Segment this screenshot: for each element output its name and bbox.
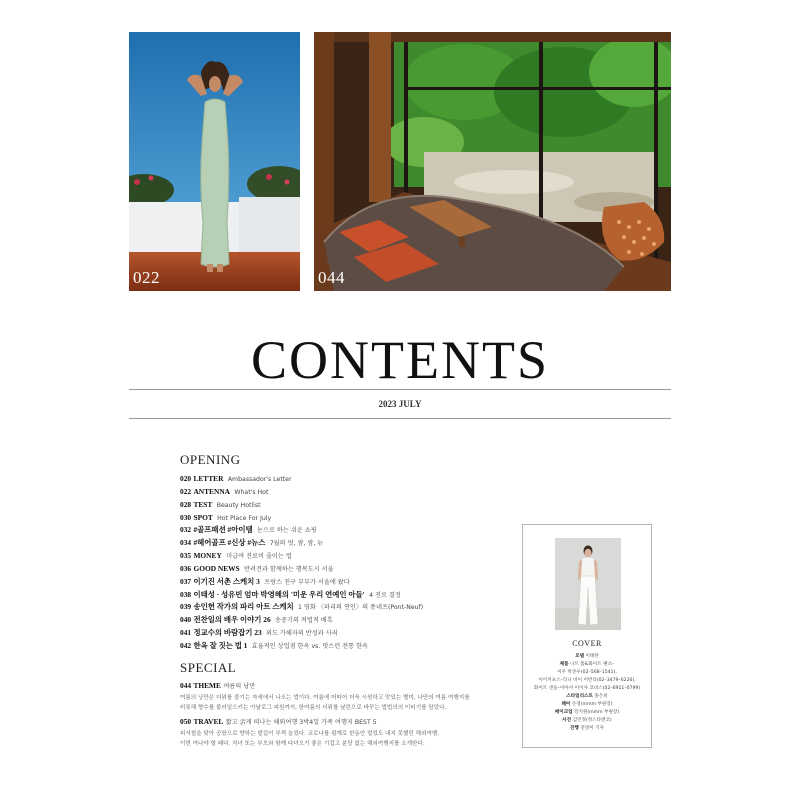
toc-description: 프랑스 친구 부부가 서울에 왔다: [264, 578, 350, 586]
toc-page-number: 042: [180, 640, 192, 650]
cover-credits-list: [527, 653, 647, 733]
feature-entry-theme[interactable]: [180, 681, 500, 713]
toc-heading: #골프패션 #아이템: [193, 525, 253, 535]
credit-value: 니트 톱&화이트 팬츠–: [570, 662, 615, 667]
credit-value: 이우 박준우(02–568–1541),: [557, 670, 617, 675]
toc-page-number: 030: [180, 512, 192, 522]
feature-summary: [180, 729, 500, 749]
toc-heading: ANTENNA: [193, 486, 230, 496]
credit-value: 화이트 샌들–이아샤 이이샤 코비스(02–6911–0799): [533, 686, 641, 691]
cover-model-photo: [555, 538, 621, 630]
toc-page-number: 039: [180, 602, 192, 612]
toc-heading: 이태성 · 성유빈 엄마 박영혜의 '미운 우리 연예인 아들': [193, 589, 365, 599]
toc-heading: 이기진 서촌 스케치 3: [193, 576, 260, 586]
toc-description: 7월의 멋, 쌈, 쌈, 뉴: [269, 540, 324, 548]
credit-role: 헤어: [561, 702, 571, 707]
toc-description: 눈으로 하는 쉬운 쇼핑: [257, 527, 317, 535]
credit-role: 제품: [559, 662, 569, 667]
credit-line: [527, 693, 647, 701]
toc-item[interactable]: [180, 499, 500, 512]
toc-item[interactable]: [180, 473, 500, 486]
toc-item[interactable]: [180, 627, 500, 640]
toc-page-number: 032: [180, 525, 192, 535]
credit-line: [527, 653, 647, 661]
toc-description: 송중기의 적법적 배흑: [275, 617, 333, 625]
toc-item[interactable]: [180, 512, 500, 525]
feature-summary-line: 피서철을 맞아 공항으로 향하는 발길이 부쩍 늘었다. 코로나를 펌계로 한동안 멀었도 내지 못했던 해외여행,: [180, 731, 440, 737]
credit-line: [527, 685, 647, 693]
page-title: CONTENTS: [251, 330, 549, 390]
credit-line: [527, 701, 647, 709]
photo-page-number: 044: [318, 268, 345, 287]
toc-description: 여름의 낭만: [223, 683, 256, 690]
wooden-room-forest-view-photo: [314, 32, 671, 291]
toc-description: 외도 가해자의 반성과 사죄: [266, 630, 338, 638]
toc-item[interactable]: [180, 614, 500, 627]
credit-value: 전영미 기자: [580, 726, 604, 731]
credit-value: 홍은희: [594, 694, 608, 699]
toc-heading: 송인헌 작가의 파리 아트 스케치: [193, 602, 294, 612]
toc-item[interactable]: [180, 576, 500, 589]
section-heading-special: SPECIAL: [180, 660, 237, 675]
toc-page-number: 035: [180, 551, 192, 561]
credit-value: 이어커프스–티니 바이 어반티(02–3479–6226),: [538, 678, 636, 683]
toc-description: Beauty Hotlist: [216, 501, 261, 509]
section-heading-opening: OPENING: [180, 452, 241, 467]
toc-heading: TRAVEL: [193, 717, 224, 726]
credit-value: 김민정(정스타앤코): [572, 718, 612, 723]
toc-item[interactable]: [180, 550, 500, 563]
cover-thumbnail[interactable]: [555, 538, 621, 630]
toc-description: What's Hot: [234, 488, 269, 496]
toc-description: Ambassador's Letter: [227, 476, 292, 483]
cover-credits-box: [522, 524, 652, 748]
credit-value: 강지원(mmm 부원장): [574, 710, 620, 715]
toc-page-number: 037: [180, 576, 192, 586]
credit-line: [527, 661, 647, 669]
toc-item[interactable]: [180, 537, 500, 550]
toc-description: 미급여 진료비 줄이는 법: [226, 553, 292, 561]
toc-page-number: 020: [180, 474, 192, 483]
toc-heading: LETTER: [193, 474, 224, 483]
toc-page-number: 044: [180, 681, 192, 690]
toc-description: Hot Place For July: [217, 514, 272, 522]
toc-page-number: 038: [180, 589, 192, 599]
toc-page-number: 034: [180, 538, 192, 548]
toc-page-number: 036: [180, 563, 192, 573]
toc-heading: 전찬일의 배우 이야기 26: [193, 615, 271, 625]
credit-role: 메이크업: [554, 710, 573, 715]
divider: [129, 418, 671, 419]
credit-value: 손영(mmm 부원장): [571, 702, 613, 707]
feature-summary: [180, 693, 500, 713]
credit-value: 이태란: [585, 654, 599, 659]
toc-description: 1 영화 〈파리의 연인〉의 퐁네프(Pont-Neuf): [298, 604, 424, 612]
credit-role: 스타일리스트: [566, 694, 593, 699]
toc-item[interactable]: [180, 601, 500, 614]
feature-photo-fashion: [129, 32, 300, 291]
credit-role: 모델: [575, 654, 585, 659]
toc-heading: 한옥 잘 짓는 법 1: [193, 640, 248, 650]
toc-description: 짧고 굵게 떠나는 해외여행 3박4일 가족 여행지 BEST 5: [225, 719, 377, 726]
feature-photo-interior: [314, 32, 671, 291]
toc-heading: GOOD NEWS: [193, 563, 240, 573]
toc-heading: #헤어골프 #신상 #뉴스: [193, 538, 266, 548]
toc-description: 반려견과 함께하는 행복도시 서울: [244, 565, 334, 573]
toc-page-number: 040: [180, 615, 192, 625]
toc-item[interactable]: [180, 486, 500, 499]
toc-page-number: 041: [180, 628, 192, 638]
woman-knit-dress-photo: [129, 32, 300, 291]
toc-page-number: 050: [180, 717, 192, 726]
credit-line: [527, 717, 647, 725]
toc-heading: THEME: [193, 681, 221, 690]
credit-role: 사진: [562, 718, 572, 723]
feature-summary-line: 비롯해 향수를 불러일으키는 아날로그 피원까지, 한여름의 더위를 날린으로 바꾸는 법법의의 이티기를 담았다.: [180, 705, 447, 711]
credit-line: [527, 725, 647, 733]
toc-heading: TEST: [193, 499, 213, 509]
credit-role: 진행: [569, 726, 579, 731]
feature-summary-line: 여름의 낭만은 더위를 즐기는 자세에서 나오는 법이다. 여름에 어떠어 더욱 시원하고 맛있는 별미, 나만의 여름 여행지를: [180, 695, 470, 701]
divider: [129, 389, 671, 390]
toc-description: 효율적인 상업점 한옥 vs. 멋스런 전통 한옥: [251, 642, 369, 650]
feature-summary-line: 이번 여나야 할 때다. 처녀 또는 부모와 함께 다녀오기 좋은 기겁고 분당 없는 해외여행지를 소개한다.: [180, 741, 425, 747]
feature-entry-travel[interactable]: [180, 717, 500, 749]
cover-heading: COVER: [572, 639, 602, 648]
credit-line: [527, 669, 647, 677]
toc-page-number: 022: [180, 486, 192, 496]
photo-page-number: 022: [133, 268, 160, 287]
toc-item[interactable]: [180, 640, 500, 653]
toc-list-opening: [180, 473, 500, 653]
toc-heading: 정교수의 바람잡기 23: [193, 628, 262, 638]
toc-page-number: 028: [180, 499, 192, 509]
toc-description: 4 진로 결정: [369, 591, 401, 599]
toc-item[interactable]: [180, 563, 500, 576]
credit-line: [527, 677, 647, 685]
credit-line: [527, 709, 647, 717]
toc-heading: SPOT: [193, 512, 213, 522]
toc-item[interactable]: [180, 589, 500, 602]
toc-heading: MONEY: [193, 551, 222, 561]
toc-item[interactable]: [180, 524, 500, 537]
issue-date: 2023 JULY: [378, 399, 422, 409]
